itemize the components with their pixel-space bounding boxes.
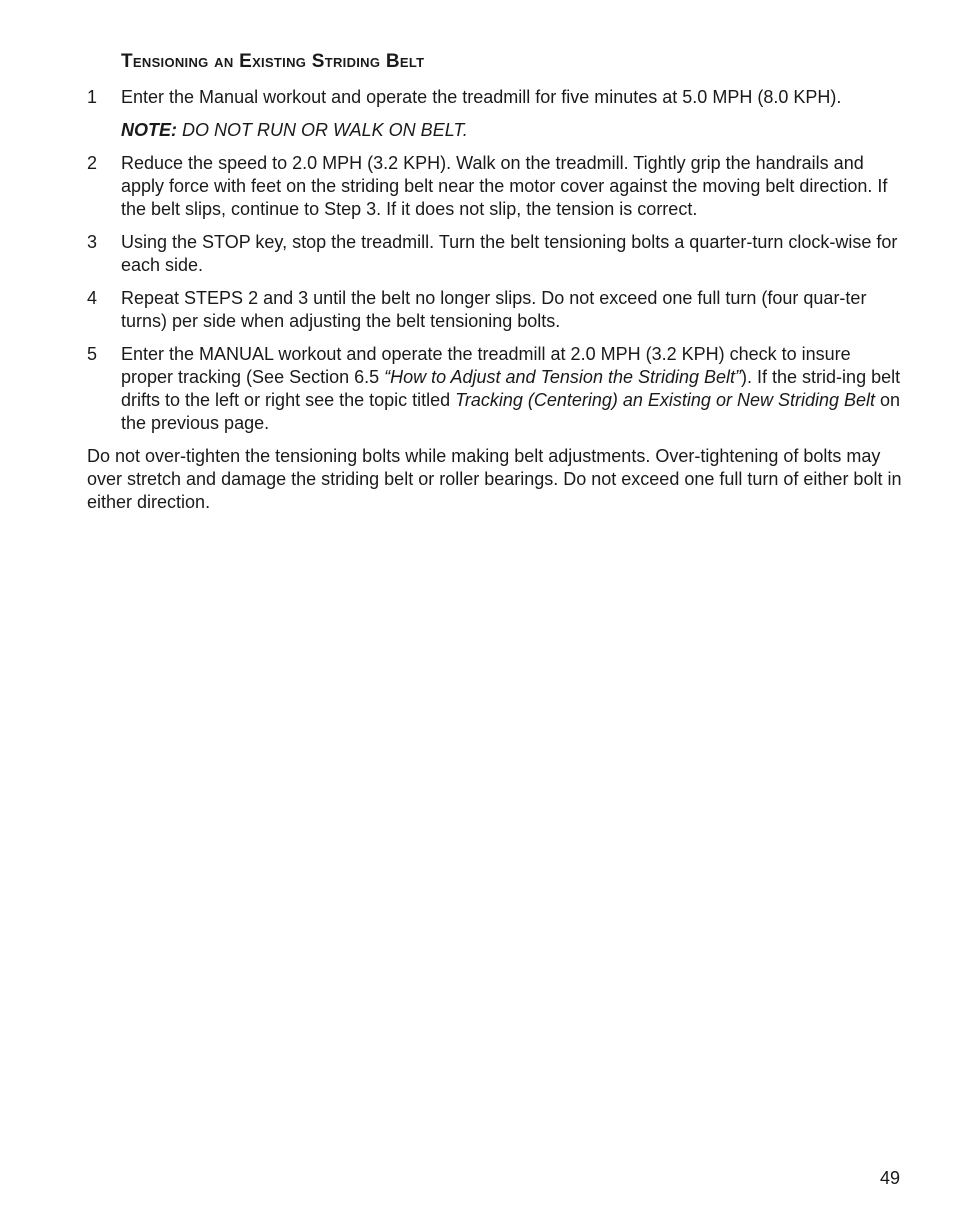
step-number: 3 (87, 232, 98, 252)
step-text-part: ). If the strid-ing belt drifts to the left or right see the topic titled (121, 367, 901, 410)
note-text: DO NOT RUN OR WALK ON BELT. (177, 120, 468, 140)
step-2 (87, 152, 902, 221)
step-text: Reduce the speed to 2.0 MPH (3.2 KPH). Walk on the treadmill. Tightly grip the handrails and apply force with feet on the striding belt near the motor cover against the moving belt direction. If the belt slips, continue to Step 3. If it does not slip, the tension is correct. (121, 153, 888, 219)
note-label: NOTE: (121, 120, 177, 140)
step-number: 1 (87, 87, 98, 107)
step-number: 4 (87, 288, 98, 308)
step-text (121, 343, 902, 435)
step-text: Repeat STEPS 2 and 3 until the belt no longer slips. Do not exceed one full turn (four quar-ter turns) per side when adjusting the belt tensioning bolts. (121, 288, 867, 331)
closing-paragraph: Do not over-tighten the tensioning bolts while making belt adjustments. Over-tightening of bolts may over stretch and damage the striding belt or roller bearings. Do not exceed one full turn of either bolt in either direction. (87, 446, 902, 512)
step-text-part: Enter the MANUAL workout and operate the treadmill at 2.0 MPH (3.2 KPH) check to insure proper tracking (See Section 6.5 (121, 344, 851, 387)
step-5 (87, 343, 902, 435)
step-number: 2 (87, 153, 98, 173)
step-3 (87, 231, 902, 277)
note (87, 119, 902, 142)
step-4 (87, 287, 902, 333)
step-text: Enter the Manual workout and operate the treadmill for five minutes at 5.0 MPH (8.0 KPH). (121, 87, 842, 107)
topic-reference-title: Tracking (Centering) an Existing or New Striding Belt (455, 390, 876, 410)
steps-list (87, 86, 902, 532)
step-text: Using the STOP key, stop the treadmill. Turn the belt tensioning bolts a quarter-turn clock-wise for each side. (121, 232, 898, 275)
step-1 (87, 86, 902, 109)
step-text-part: on the previous page. (121, 390, 901, 433)
step-number: 5 (87, 344, 98, 364)
page-number: 49 (880, 1168, 901, 1188)
section-heading: Tensioning an Existing Striding Belt (121, 51, 425, 72)
section-reference-title: “How to Adjust and Tension the Striding Belt” (384, 367, 742, 387)
